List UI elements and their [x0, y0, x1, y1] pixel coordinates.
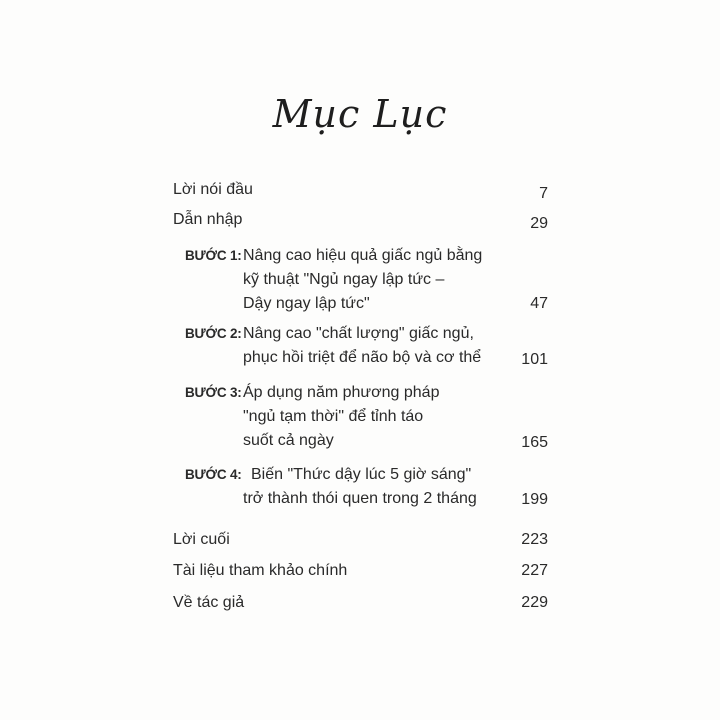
- toc-entry-label: Lời cuối: [173, 531, 230, 548]
- toc-entry-page: 229: [521, 594, 548, 611]
- step-tag: BƯỚC 1:: [185, 248, 242, 263]
- toc-entry-page: 29: [530, 215, 548, 232]
- toc-entry-page: 7: [539, 185, 548, 202]
- step-title-line: phục hồi triệt để não bộ và cơ thể: [243, 349, 482, 366]
- step-title-line: Dậy ngay lập tức": [243, 295, 370, 312]
- toc-entry-label: Dẫn nhập: [173, 211, 243, 228]
- step-title-line: Nâng cao hiệu quả giấc ngủ bằng: [243, 247, 483, 264]
- toc-entry-label: Lời nói đầu: [173, 181, 253, 198]
- step-tag: BƯỚC 2:: [185, 326, 242, 341]
- step-title-line: kỹ thuật "Ngủ ngay lập tức –: [243, 271, 445, 288]
- step-title: [243, 463, 477, 511]
- toc-title: Mục Lục: [272, 92, 448, 136]
- toc-entry-label: Tài liệu tham khảo chính: [173, 562, 348, 579]
- step-title: [243, 381, 439, 453]
- toc-entry-page: 227: [521, 562, 548, 579]
- step-title-line: Biến "Thức dậy lúc 5 giờ sáng": [251, 466, 472, 483]
- toc-entry-label: Về tác giả: [173, 594, 245, 611]
- step-title: [243, 322, 481, 370]
- toc-entry-page: 101: [521, 351, 548, 368]
- step-tag: BƯỚC 4:: [185, 467, 242, 482]
- step-title-line: "ngủ tạm thời" để tỉnh táo: [243, 408, 424, 425]
- toc-entry-page: 223: [521, 531, 548, 548]
- step-title-line: suốt cả ngày: [243, 432, 334, 449]
- toc-entry-page: 165: [521, 434, 548, 451]
- toc-entry-page: 47: [530, 295, 548, 312]
- toc-entry-page: 199: [521, 491, 548, 508]
- step-title: [243, 244, 482, 316]
- step-title-line: trở thành thói quen trong 2 tháng: [243, 490, 477, 507]
- step-tag: BƯỚC 3:: [185, 385, 242, 400]
- step-title-line: Nâng cao "chất lượng" giấc ngủ,: [243, 325, 474, 342]
- step-title-line: Áp dụng năm phương pháp: [243, 384, 440, 401]
